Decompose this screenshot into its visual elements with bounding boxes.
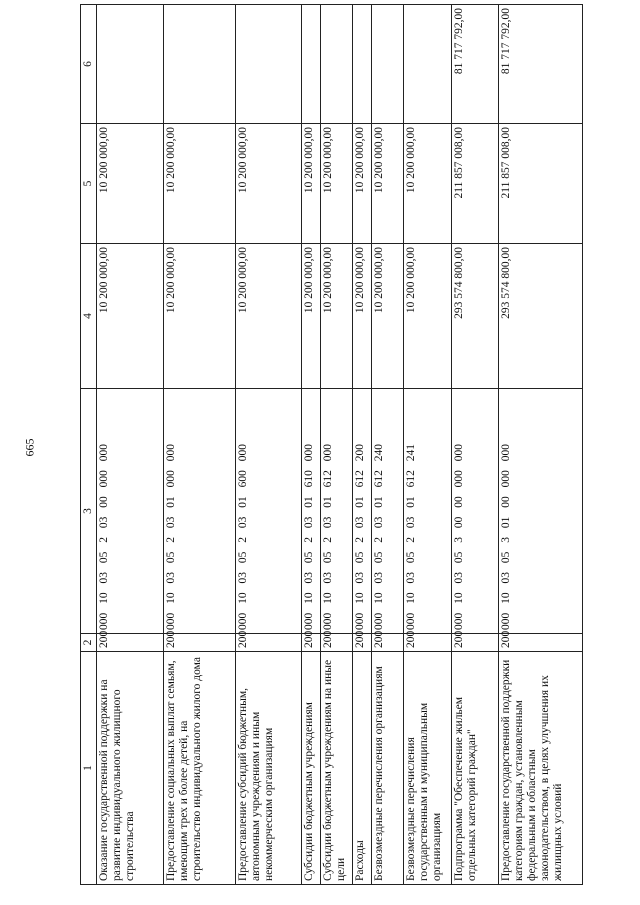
- row-name: Предоставление государственной поддержки категориям граждан, установленным федеральным и областным законодательством, в целях улучшения их жилищных условий: [499, 652, 583, 885]
- row-kbk: 000 10 03 05 2 03 01 600 000: [236, 389, 302, 634]
- page-number: 665: [22, 438, 37, 457]
- row-name: Субсидии бюджетным учреждениям: [302, 652, 321, 885]
- row-kbk: 000 10 03 05 2 03 01 612 200: [353, 389, 372, 634]
- row-col-4: 10 200 000,00: [97, 244, 164, 389]
- table-row: [499, 5, 583, 885]
- row-col-6: [236, 5, 302, 124]
- row-col-4: 10 200 000,00: [236, 244, 302, 389]
- row-col-4: 10 200 000,00: [372, 244, 404, 389]
- budget-table: [80, 4, 583, 885]
- row-col-6: 81 717 792,00: [452, 5, 499, 124]
- row-kbk: 000 10 03 05 2 03 01 610 000: [302, 389, 321, 634]
- table-row: [404, 5, 452, 885]
- row-col-4: 10 200 000,00: [164, 244, 236, 389]
- row-col-4: 10 200 000,00: [353, 244, 372, 389]
- row-kbk: 000 10 03 05 3 00 00 000 000: [452, 389, 499, 634]
- row-col-6: [164, 5, 236, 124]
- row-code: 200: [236, 634, 302, 652]
- table-row: [353, 5, 372, 885]
- row-col-5: 10 200 000,00: [302, 124, 321, 244]
- row-col-6: [97, 5, 164, 124]
- row-col-6: [321, 5, 353, 124]
- header-col-2: 2: [81, 634, 97, 652]
- row-kbk: 000 10 03 05 2 03 01 612 000: [321, 389, 353, 634]
- row-code: 200: [499, 634, 583, 652]
- row-name: Безвозмездные перечисления организациям: [372, 652, 404, 885]
- row-col-6: [353, 5, 372, 124]
- header-col-1: 1: [81, 652, 97, 885]
- row-code: 200: [372, 634, 404, 652]
- row-code: 200: [452, 634, 499, 652]
- row-kbk: 000 10 03 05 3 01 00 000 000: [499, 389, 583, 634]
- row-kbk: 000 10 03 05 2 03 00 000 000: [97, 389, 164, 634]
- row-col-5: 211 857 008,00: [452, 124, 499, 244]
- row-col-5: 10 200 000,00: [321, 124, 353, 244]
- row-col-4: 293 574 800,00: [452, 244, 499, 389]
- row-name: Подпрограмма "Обеспечение жильем отдельных категорий граждан": [452, 652, 499, 885]
- table-row: [164, 5, 236, 885]
- header-col-3: 3: [81, 389, 97, 634]
- row-code: 200: [353, 634, 372, 652]
- row-col-6: [372, 5, 404, 124]
- row-col-5: 10 200 000,00: [372, 124, 404, 244]
- table-row: [372, 5, 404, 885]
- row-col-5: 10 200 000,00: [164, 124, 236, 244]
- row-col-5: 10 200 000,00: [97, 124, 164, 244]
- table-row: [302, 5, 321, 885]
- table-row: [452, 5, 499, 885]
- header-col-6: 6: [81, 5, 97, 124]
- row-kbk: 000 10 03 05 2 03 01 612 240: [372, 389, 404, 634]
- row-name: Предоставление социальных выплат семьям, имеющим трех и более детей, на строительство индивидуального жилого дома: [164, 652, 236, 885]
- row-col-5: 10 200 000,00: [353, 124, 372, 244]
- row-name: Расходы: [353, 652, 372, 885]
- row-col-5: 10 200 000,00: [236, 124, 302, 244]
- row-name: Безвозмездные перечисления государственным и муниципальным организациям: [404, 652, 452, 885]
- row-kbk: 000 10 03 05 2 03 01 612 241: [404, 389, 452, 634]
- table-row: [97, 5, 164, 885]
- table-row: [236, 5, 302, 885]
- row-kbk: 000 10 03 05 2 03 01 000 000: [164, 389, 236, 634]
- row-col-6: [404, 5, 452, 124]
- header-col-4: 4: [81, 244, 97, 389]
- header-row: [81, 5, 97, 885]
- row-col-4: 293 574 800,00: [499, 244, 583, 389]
- row-col-4: 10 200 000,00: [321, 244, 353, 389]
- row-code: 200: [404, 634, 452, 652]
- row-col-5: 211 857 008,00: [499, 124, 583, 244]
- row-col-4: 10 200 000,00: [404, 244, 452, 389]
- row-code: 200: [302, 634, 321, 652]
- row-col-4: 10 200 000,00: [302, 244, 321, 389]
- row-code: 200: [321, 634, 353, 652]
- header-col-5: 5: [81, 124, 97, 244]
- row-name: Оказание государственной поддержки на развитие индивидуального жилищного строительства: [97, 652, 164, 885]
- row-code: 200: [97, 634, 164, 652]
- row-col-6: [302, 5, 321, 124]
- row-name: Субсидии бюджетным учреждениям на иные цели: [321, 652, 353, 885]
- row-name: Предоставление субсидий бюджетным, автономным учреждениям и иным некоммерческим организациям: [236, 652, 302, 885]
- table-row: [321, 5, 353, 885]
- row-col-5: 10 200 000,00: [404, 124, 452, 244]
- rotated-table-wrapper: [80, 5, 640, 885]
- row-col-6: 81 717 792,00: [499, 5, 583, 124]
- row-code: 200: [164, 634, 236, 652]
